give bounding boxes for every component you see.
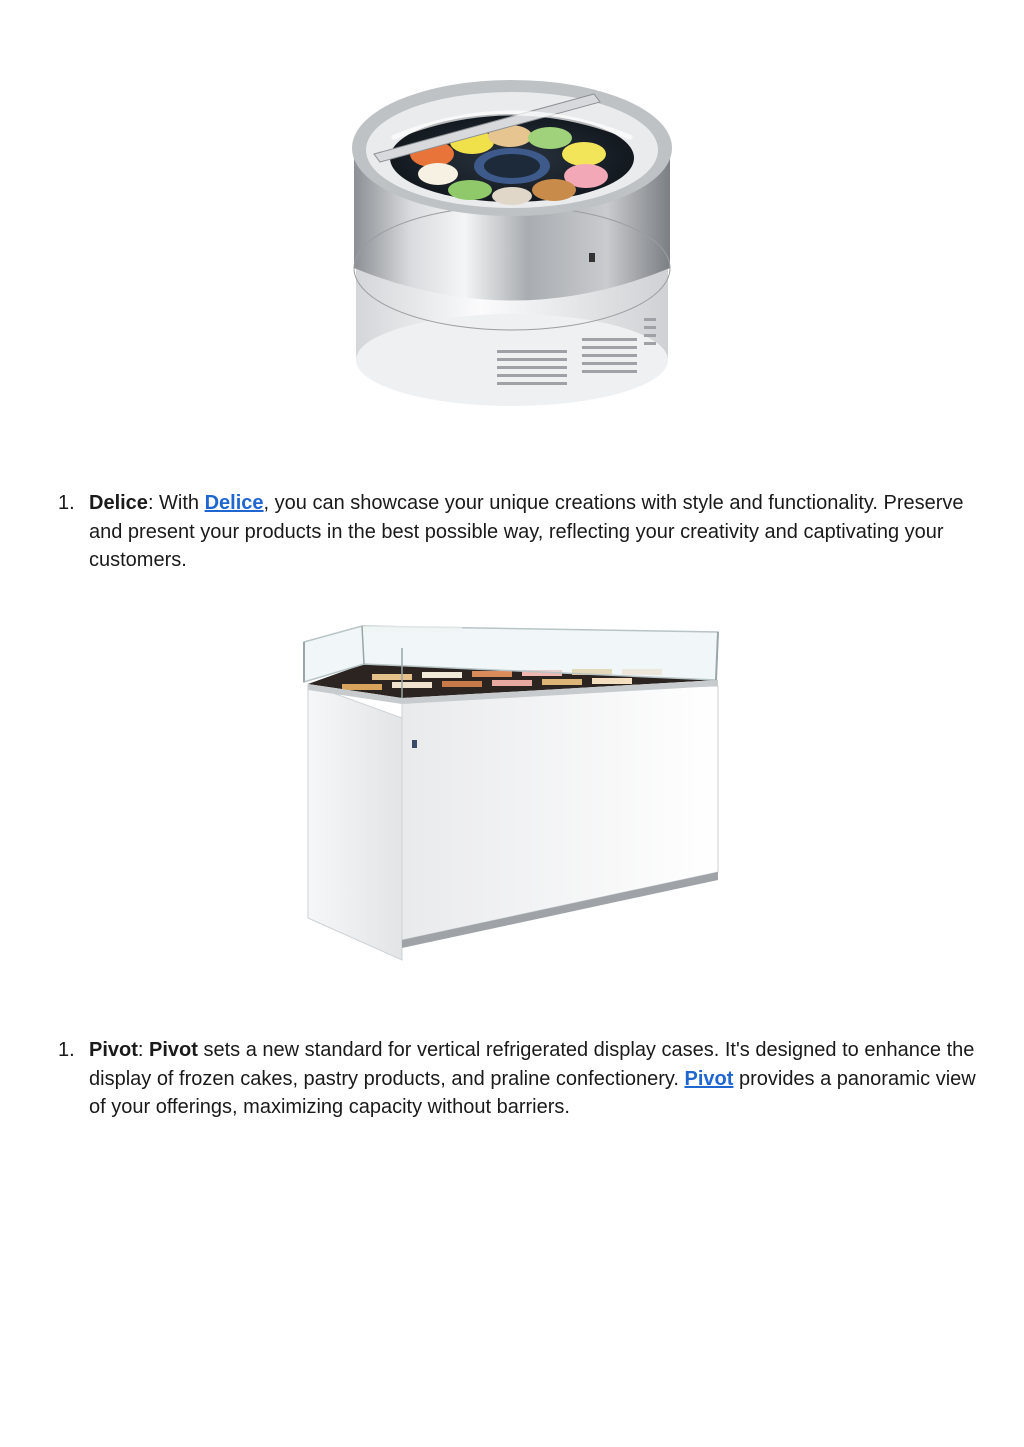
pivot-term-repeat: Pivot bbox=[149, 1039, 198, 1061]
pivot-case-illustration bbox=[302, 622, 722, 967]
delice-separator: : With bbox=[147, 492, 205, 514]
delice-term: Delice bbox=[89, 492, 148, 514]
pivot-term: Pivot bbox=[89, 1039, 138, 1061]
pivot-list-item bbox=[58, 1036, 978, 1122]
delice-product-image bbox=[0, 68, 1024, 413]
pivot-product-image bbox=[0, 622, 1024, 967]
delice-description bbox=[89, 489, 978, 575]
pivot-separator: : bbox=[137, 1039, 150, 1061]
delice-case-illustration bbox=[332, 68, 692, 413]
pivot-text-1: sets a new standard for vertical refrigerated display cases. It's designed to enhance the display of frozen cakes, pastry products, and praline confectionery. bbox=[89, 1039, 975, 1090]
pivot-text-2: provides a panoramic view of your offerings, maximizing capacity without barriers. bbox=[89, 1067, 976, 1118]
delice-list-item bbox=[58, 489, 978, 575]
list-number: 1. bbox=[58, 492, 75, 514]
list-number: 1. bbox=[58, 1039, 75, 1061]
pivot-link[interactable]: Pivot bbox=[684, 1067, 734, 1090]
delice-text: , you can showcase your unique creations with style and functionality. Preserve and present your products in the best possible way, reflecting your creativity and captivating your customers. bbox=[89, 492, 964, 571]
delice-link[interactable]: Delice bbox=[204, 492, 264, 514]
pivot-description bbox=[89, 1036, 978, 1122]
